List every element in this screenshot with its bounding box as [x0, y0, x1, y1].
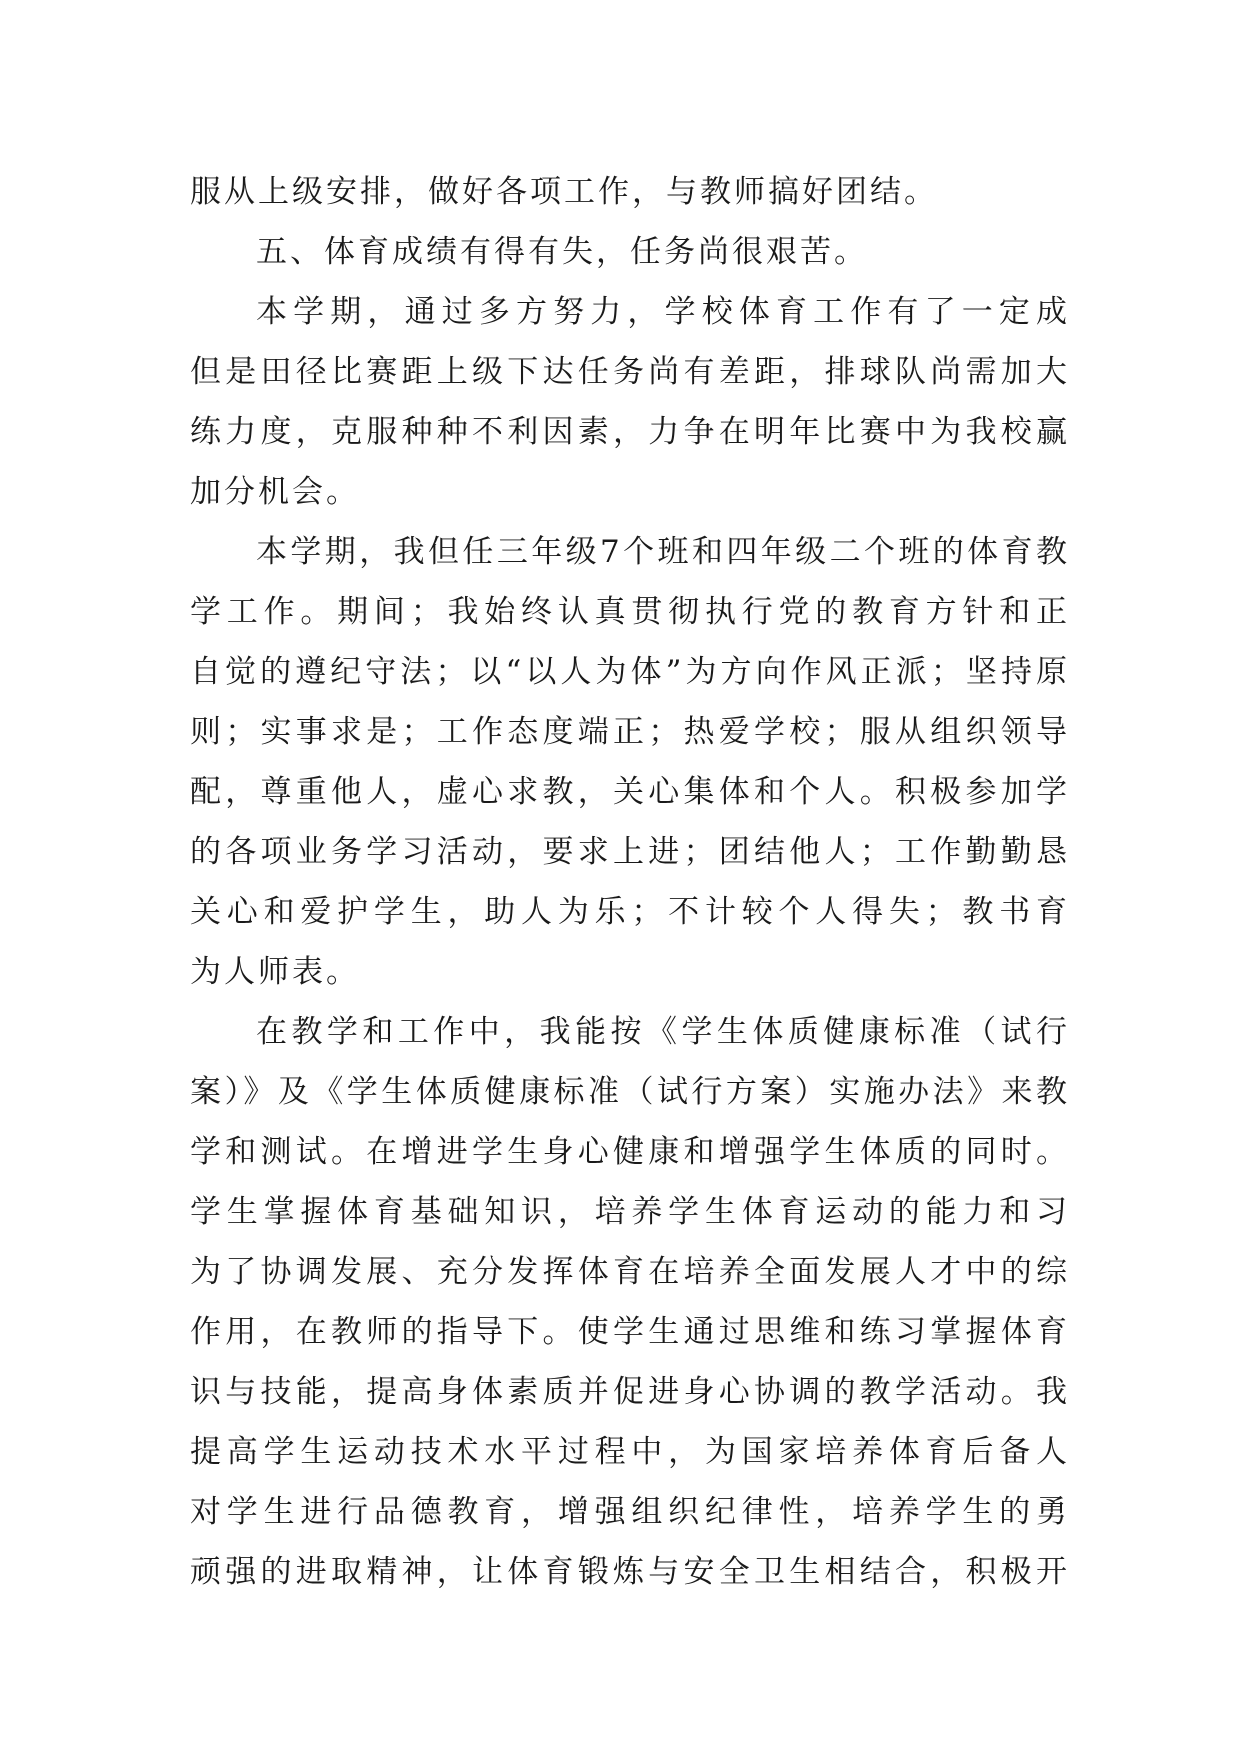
text-line: 提高学生运动技术水平过程中，为国家培养体育后备人 [190, 1434, 1070, 1470]
text-line: 配，尊重他人，虚心求教，关心集体和个人。积极参加学 [190, 774, 1070, 810]
text-line: 识与技能，提高身体素质并促进身心协调的教学活动。我 [190, 1374, 1070, 1410]
document-body [190, 162, 1070, 1602]
text-line: 案）》及《学生体质健康标准（试行方案）实施办法》来教 [190, 1074, 1070, 1110]
text-line: 为了协调发展、充分发挥体育在培养全面发展人才中的综 [190, 1254, 1070, 1290]
text-line: 在教学和工作中，我能按《学生体质健康标准（试行 [256, 1014, 1070, 1050]
text-line: 对学生进行品德教育，增强组织纪律性，培养学生的勇 [190, 1494, 1070, 1530]
text-line: 学和测试。在增进学生身心健康和增强学生体质的同时。 [190, 1134, 1070, 1170]
text-line: 的各项业务学习活动，要求上进；团结他人；工作勤勤恳 [190, 834, 1070, 870]
text-line: 作用，在教师的指导下。使学生通过思维和练习掌握体育 [190, 1314, 1070, 1350]
text-line: 本学期，通过多方努力，学校体育工作有了一定成 [256, 294, 1070, 330]
text-line: 加分机会。 [190, 474, 360, 510]
text-line: 学工作。期间；我始终认真贯彻执行党的教育方针和正 [190, 594, 1070, 630]
text-line: 但是田径比赛距上级下达任务尚有差距，排球队尚需加大 [190, 354, 1070, 390]
text-line: 练力度，克服种种不利因素，力争在明年比赛中为我校赢 [190, 414, 1070, 450]
text-line: 本学期，我但任三年级7个班和四年级二个班的体育教 [256, 534, 1070, 570]
text-line: 顽强的进取精神，让体育锻炼与安全卫生相结合，积极开 [190, 1554, 1070, 1590]
text-line: 服从上级安排，做好各项工作，与教师搞好团结。 [190, 174, 938, 210]
text-line: 自觉的遵纪守法；以“以人为体”为方向作风正派；坚持原 [190, 654, 1070, 690]
text-line: 关心和爱护学生，助人为乐；不计较个人得失；教书育 [190, 894, 1070, 930]
text-line: 则；实事求是；工作态度端正；热爱学校；服从组织领导 [190, 714, 1070, 750]
text-line: 学生掌握体育基础知识，培养学生体育运动的能力和习 [190, 1194, 1070, 1230]
text-line: 五、体育成绩有得有失，任务尚很艰苦。 [256, 234, 868, 270]
text-line: 为人师表。 [190, 954, 360, 990]
